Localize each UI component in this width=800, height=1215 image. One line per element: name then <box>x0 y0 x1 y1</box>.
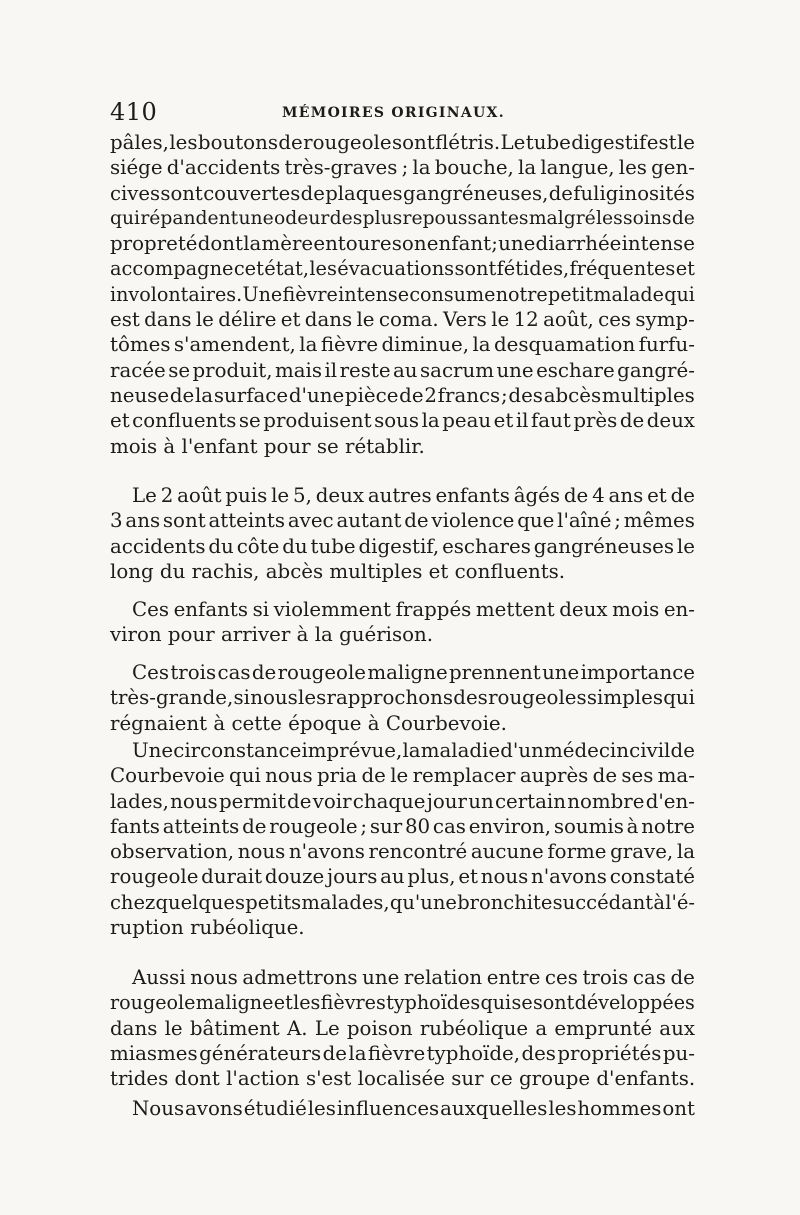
text-line: ruption rubéolique. <box>110 916 305 940</box>
text-line: mois à l'enfant pour se rétablir. <box>110 434 425 458</box>
text-line: propreté dont la mère entoure son enfant ; une diarrhée intense <box>110 232 695 256</box>
text-line: racée se produit, mais il reste au sacrum une eschare gangré- <box>110 358 695 382</box>
text-line: 3 ans sont atteints avec autant de violence que l'aîné ; mêmes <box>110 509 695 533</box>
text-line: Le 2 août puis le 5, deux autres enfants âgés de 4 ans et de <box>132 484 695 507</box>
text-line: accidents du côte du tube digestif, eschares gangréneuses le <box>110 534 695 558</box>
text-line: viron pour arriver à la guérison. <box>110 623 434 647</box>
text-line: siége d'accidents très-graves ; la bouche, la langue, les gen- <box>110 156 695 180</box>
page-header <box>110 98 695 126</box>
paragraph-5 <box>110 738 695 940</box>
text-line: Nous avons étudié les influences auxquelles les hommes ont <box>132 1097 695 1120</box>
text-line: neuse de la surface d'une pièce de 2 francs ; des abcès multiples <box>110 383 695 407</box>
text-line: trides dont l'action s'est localisée sur ce groupe d'enfants. <box>110 1067 696 1091</box>
paragraph-3 <box>110 597 695 648</box>
text-line: Courbevoie qui nous pria de le remplacer auprès de ses ma- <box>110 764 695 788</box>
text-line: long du rachis, abcès multiples et confluents. <box>110 559 566 583</box>
text-line: chez quelques petits malades, qu'une bronchite succédant à l'é- <box>110 890 695 914</box>
text-line: lades, nous permit de voir chaque jour un certain nombre d'en- <box>110 789 695 813</box>
paragraph-4 <box>110 660 695 736</box>
paragraph-6 <box>110 965 695 1091</box>
paragraph-2 <box>110 483 695 584</box>
text-line: régnaient à cette époque à Courbevoie. <box>110 711 507 735</box>
text-line: Ces trois cas de rougeole maligne prennent une importance <box>132 661 695 684</box>
page-number: 410 <box>110 98 158 126</box>
text-line: et confluents se produisent sous la peau et il faut près de deux <box>110 409 695 433</box>
text-line: involontaires. Une fièvre intense consume notre petit malade qui <box>110 282 695 306</box>
text-line: miasmes générateurs de la fièvre typhoïde, des propriétés pu- <box>110 1041 695 1065</box>
running-title: MÉMOIRES ORIGINAUX. <box>282 105 505 121</box>
text-line: tômes s'amendent, la fièvre diminue, la desquamation furfu- <box>110 333 695 357</box>
text-line: dans le bâtiment A. Le poison rubéolique a emprunté aux <box>110 1016 695 1040</box>
text-line: Ces enfants si violemment frappés mettent deux mois en- <box>132 598 695 621</box>
text-line: qui répandent une odeur des plus repoussantes malgré les soins de <box>110 207 695 229</box>
text-line: observation, nous n'avons rencontré aucune forme grave, la <box>110 840 695 864</box>
paragraph-1 <box>110 130 695 459</box>
paragraph-7 <box>110 1096 695 1121</box>
text-line: rougeole maligne et les fièvres typhoïdes qui se sont développées <box>110 991 695 1015</box>
text-line: cives sont couvertes de plaques gangréneuses, de fuliginosités <box>110 181 695 205</box>
text-line: pâles, les boutons de rougeole sont flétris. Le tube digestif est le <box>110 131 695 154</box>
text-line: très-grande, si nous les rapprochons des rougeoles simples qui <box>110 686 695 710</box>
text-line: Aussi nous admettrons une relation entre ces trois cas de <box>132 966 695 989</box>
text-line: accompagne cet état, les évacuations sont fétides, fréquentes et <box>110 257 695 281</box>
text-line: Une circonstance imprévue, la maladie d'un médecin civil de <box>132 739 695 762</box>
text-line: est dans le délire et dans le coma. Vers le 12 août, ces symp- <box>110 308 695 332</box>
text-line: fants atteints de rougeole ; sur 80 cas environ, soumis à notre <box>110 814 695 838</box>
text-line: rougeole durait douze jours au plus, et nous n'avons constaté <box>110 865 695 889</box>
